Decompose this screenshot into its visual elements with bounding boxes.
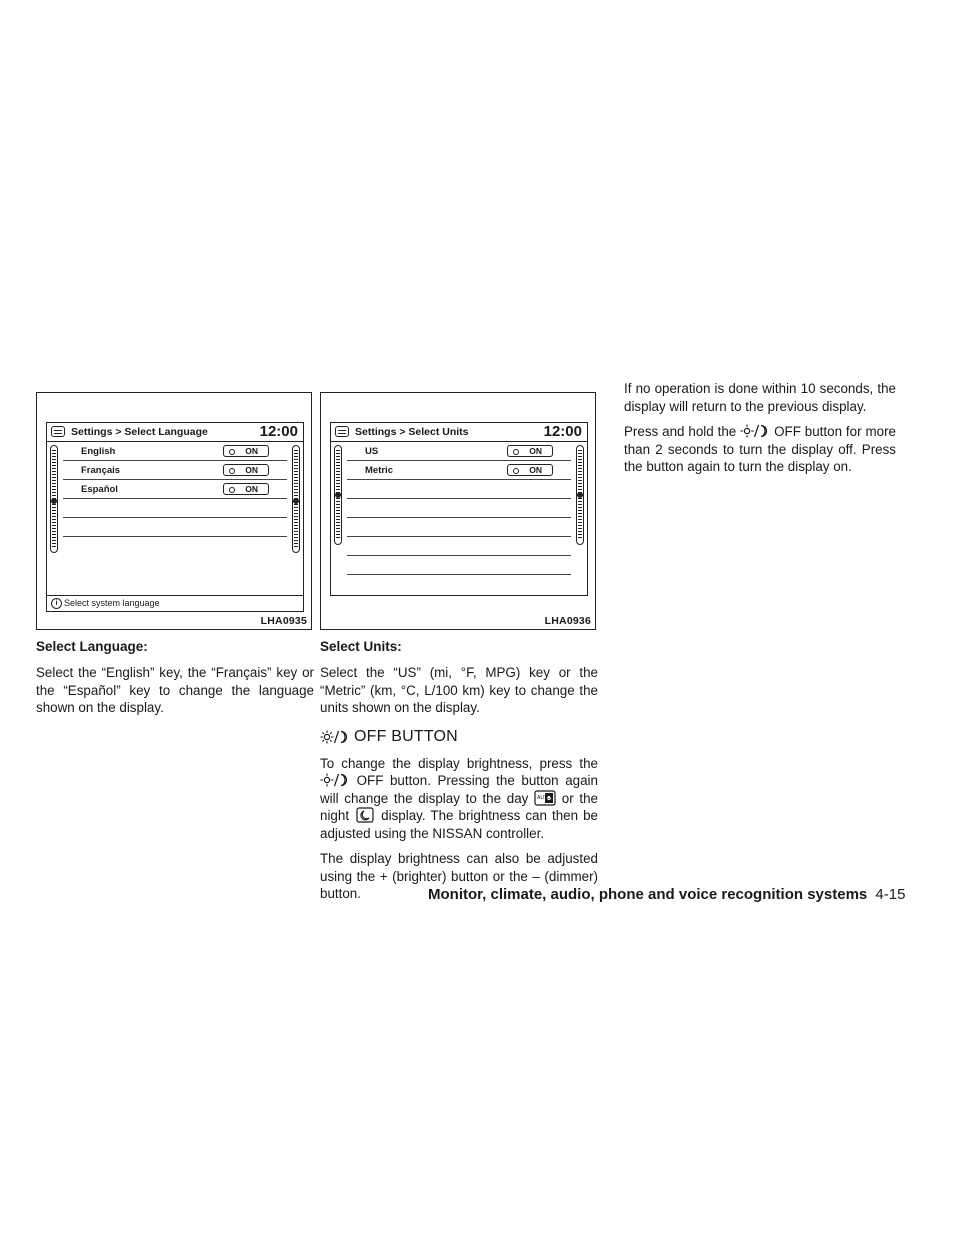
figure-select-units [320,392,596,630]
footer-hint: Select system language [64,598,160,608]
option-list [63,442,287,556]
screen-clock: 12:00 [543,423,582,440]
empty-row [347,575,571,594]
column-2 [320,392,598,903]
paragraph: If no operation is done within 10 seconds, the display will return to the previous display. [624,381,896,414]
text-run: OFF button. Pressing the button again will change the display to the day [320,773,598,806]
screen-title: Settings > Select Language [71,426,208,438]
scroll-rail-right [576,445,584,545]
empty-row [347,556,571,575]
option-label: Metric [365,465,393,476]
screen-header [331,423,587,442]
brightness-off-icon [320,730,350,744]
screen-header [47,423,303,442]
figure-code: LHA0936 [544,615,591,627]
option-row-metric[interactable] [347,461,571,480]
on-button[interactable]: ON [223,445,269,457]
empty-row [63,537,287,556]
info-icon: i [51,598,62,609]
option-row-francais[interactable] [63,461,287,480]
option-label: English [81,446,116,457]
text-run: OFF button for more than 2 seconds to turn the display off. Press the button again to turn the display on. [624,424,896,474]
display-screen [46,422,304,612]
subheading-select-units: Select Units: [320,639,402,654]
empty-row [63,518,287,537]
screen-footer [47,595,303,611]
text-run: To change the display brightness, press the [320,755,598,771]
section-title: OFF BUTTON [354,727,458,745]
option-row-english[interactable] [63,442,287,461]
text-run: or the night [320,790,598,823]
figure-select-language [36,392,312,630]
scroll-rail-right [292,445,300,553]
on-button[interactable]: ON [507,464,553,476]
scroll-rail-left [50,445,58,553]
figure-code: LHA0935 [260,615,307,627]
screen-title: Settings > Select Units [355,426,469,438]
screen-clock: 12:00 [259,423,298,440]
paragraph-press-hold [624,423,896,476]
svg-text:AUTO: AUTO [537,794,551,801]
display-screen [330,422,588,596]
settings-menu-icon [51,426,65,437]
empty-row [63,499,287,518]
brightness-off-icon [320,773,350,787]
paragraph: Select the “US” (mi, °F, MPG) key or the “Metric” (km, °C, L/100 km) key to change the units shown on the display. [320,665,598,715]
paragraph: The display brightness can also be adjusted using the + (brighter) button or the – (dimmer) button. [320,851,598,901]
text-run: display. The brightness can then be adjusted using the NISSAN controller. [320,808,598,841]
paragraph: Select the “English” key, the “Français” key or the “Español” key to change the language shown on the display. [36,665,314,715]
option-label: US [365,446,379,457]
brightness-off-icon [740,424,770,438]
paragraph-brightness [320,755,598,843]
on-button[interactable]: ON [223,483,269,495]
on-button[interactable]: ON [223,464,269,476]
option-row-espanol[interactable] [63,480,287,499]
option-label: Français [81,465,121,476]
option-list [347,442,571,594]
option-label: Español [81,484,118,495]
night-display-icon [354,807,376,823]
page-number: 4-15 [875,886,906,903]
day-display-icon [534,790,556,806]
empty-row [347,499,571,518]
footer-title: Monitor, climate, audio, phone and voice recognition systems [428,886,868,903]
scroll-rail-left [334,445,342,545]
page-footer [428,886,914,903]
option-row-us[interactable] [347,442,571,461]
settings-menu-icon [335,426,349,437]
column-3 [624,380,896,476]
on-button[interactable]: ON [507,445,553,457]
section-heading [320,727,598,747]
subheading-select-language: Select Language: [36,639,148,654]
empty-row [347,518,571,537]
empty-row [347,480,571,499]
text-run: Press and hold the [624,424,737,439]
empty-row [347,537,571,556]
column-1 [36,392,314,717]
